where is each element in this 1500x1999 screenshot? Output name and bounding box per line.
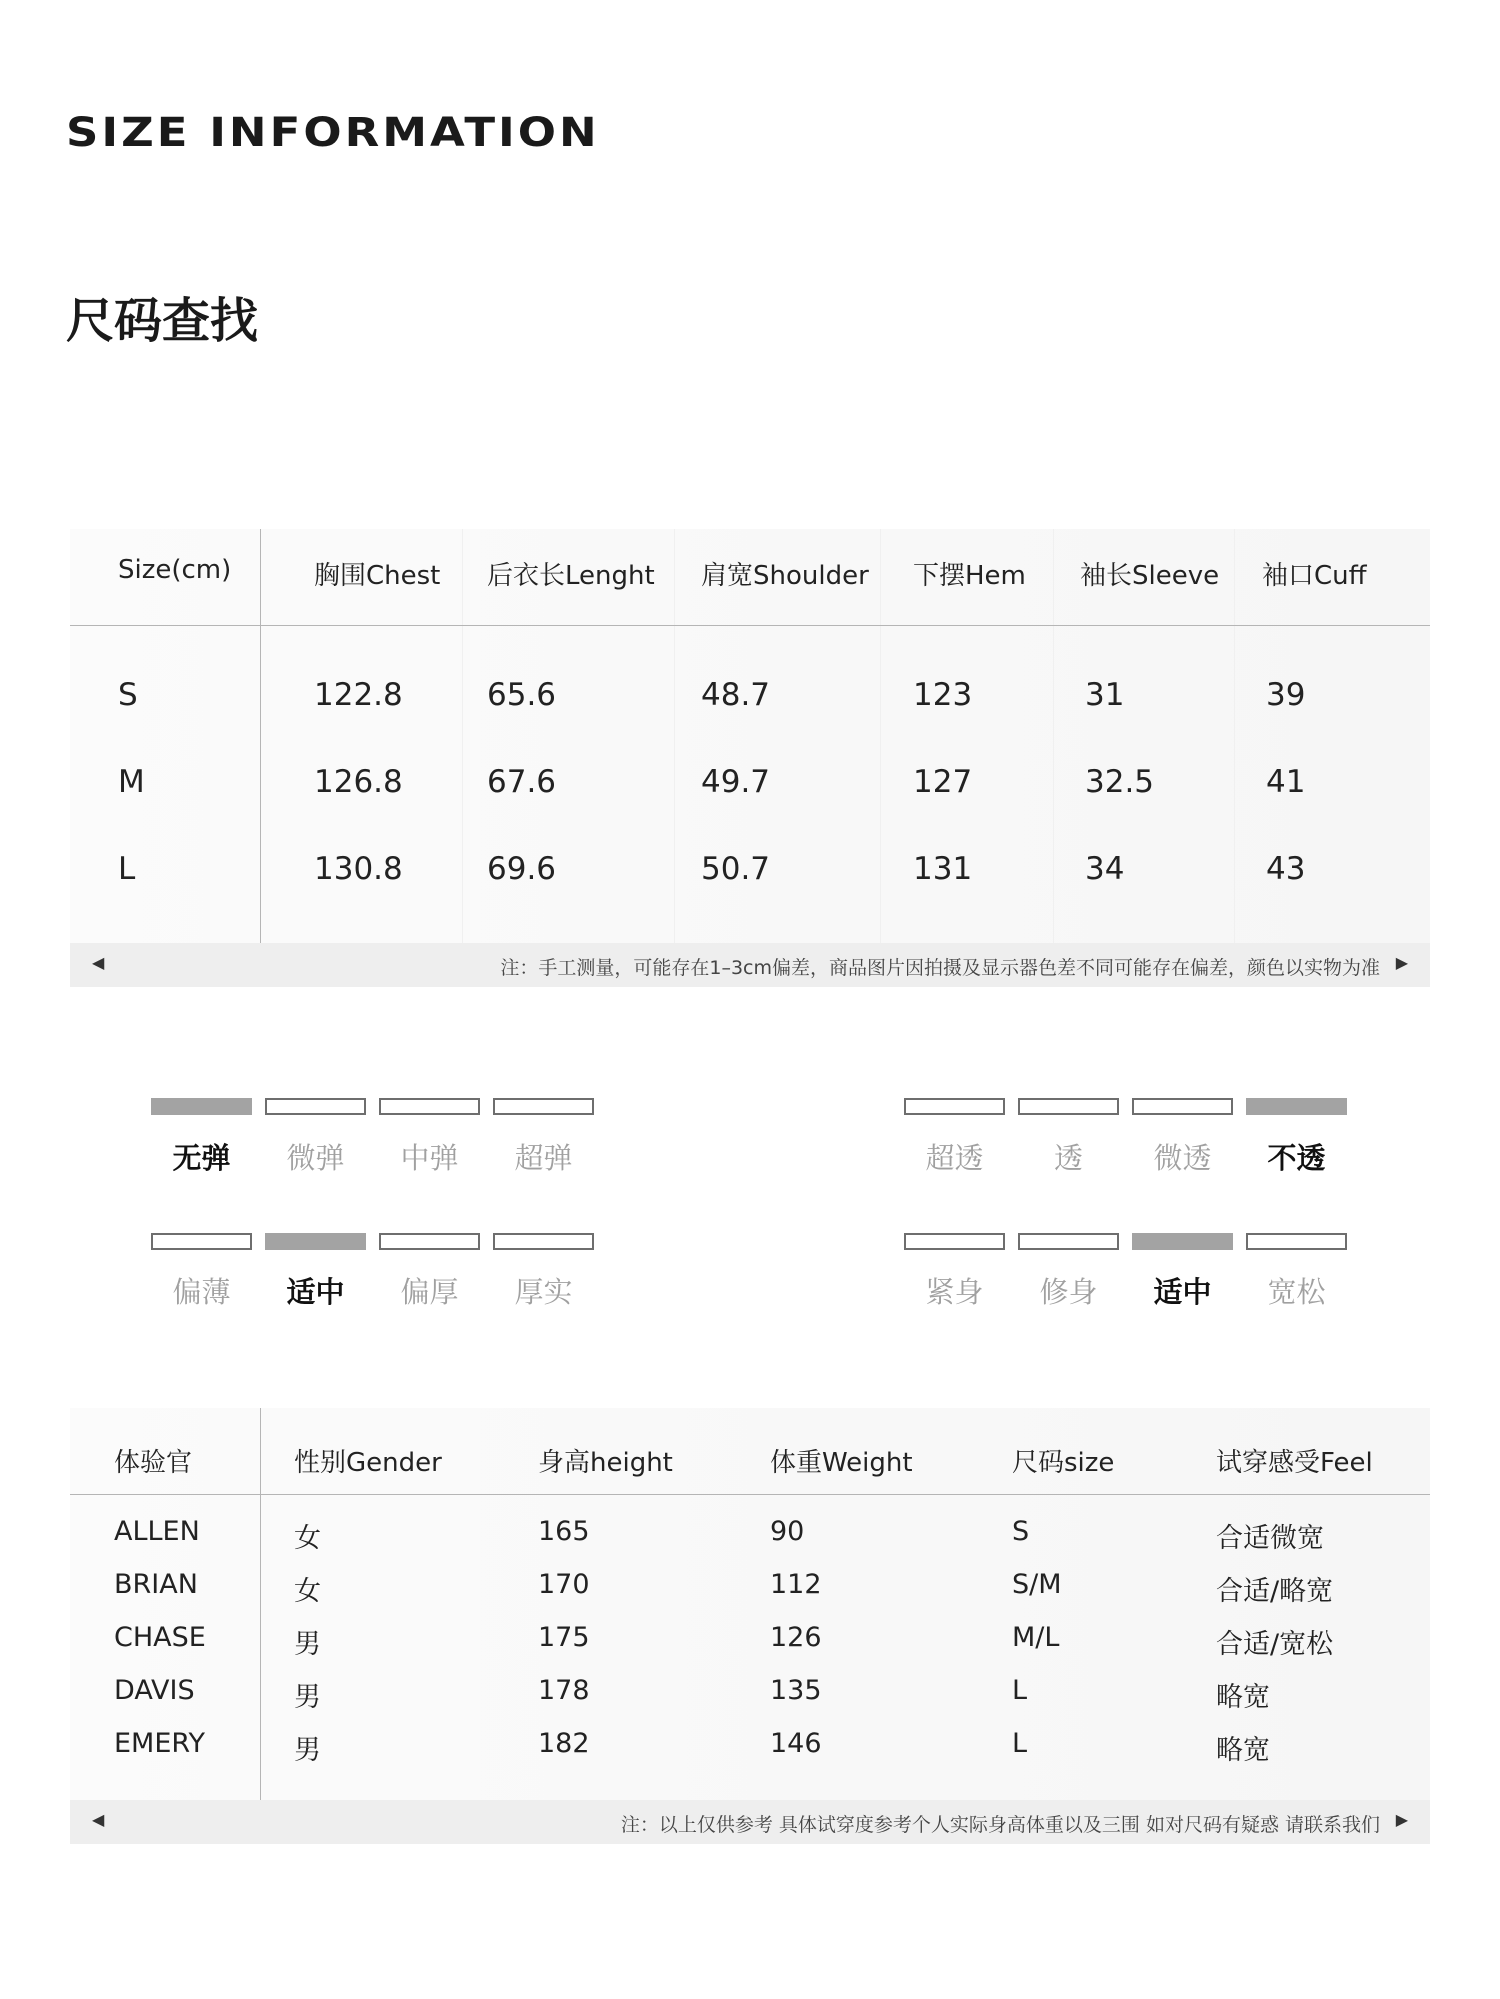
thickness-label: 适中 (286, 1275, 345, 1309)
table-cell: L (1012, 1728, 1028, 1759)
header-shoulder: 肩宽Shoulder (701, 561, 869, 591)
elasticity-bar (265, 1098, 366, 1115)
transparency-bar (1132, 1098, 1233, 1115)
column-divider (462, 529, 463, 949)
table-cell: 123 (913, 677, 973, 713)
table-cell: M/L (1012, 1622, 1060, 1653)
table-cell: 127 (913, 764, 973, 800)
header-divider-vertical (260, 1408, 261, 1806)
header-size: Size(cm) (118, 555, 232, 585)
table-cell: S (118, 677, 138, 713)
column-divider (674, 529, 675, 949)
thickness-bar (493, 1233, 594, 1250)
table-cell: 合适/略宽 (1216, 1576, 1334, 1607)
header-hem: 下摆Hem (913, 561, 1026, 591)
fit-label: 修身 (1039, 1275, 1098, 1309)
table-cell: 43 (1266, 851, 1306, 887)
fit-bar (904, 1233, 1005, 1250)
table-cell: 146 (770, 1728, 822, 1759)
thickness-bar (265, 1233, 366, 1250)
transparency-bar (904, 1098, 1005, 1115)
table-cell: 39 (1266, 677, 1306, 713)
header-divider-vertical (260, 529, 261, 949)
table-cell: 182 (538, 1728, 590, 1759)
elasticity-bar (151, 1098, 252, 1115)
table-cell: 女 (294, 1523, 321, 1554)
column-divider (1053, 529, 1054, 949)
table-cell: 67.6 (487, 764, 557, 800)
header-feel: 试穿感受Feel (1216, 1448, 1373, 1478)
thickness-label: 偏厚 (400, 1275, 459, 1309)
table-cell: L (1012, 1675, 1028, 1706)
thickness-bar (151, 1233, 252, 1250)
table-cell: 41 (1266, 764, 1306, 800)
table-cell: 126.8 (314, 764, 403, 800)
transparency-label: 不透 (1267, 1141, 1326, 1175)
column-divider (1234, 529, 1235, 949)
table-cell: L (118, 851, 136, 887)
scroll-left-icon[interactable]: ◀ (92, 953, 105, 972)
table-cell: 34 (1085, 851, 1125, 887)
header-cuff: 袖口Cuff (1262, 561, 1367, 591)
table-cell: 178 (538, 1675, 590, 1706)
table-cell: 48.7 (701, 677, 771, 713)
table-cell: DAVIS (114, 1675, 195, 1706)
table-cell: 90 (770, 1516, 805, 1547)
table-cell: EMERY (114, 1728, 205, 1759)
page-title: SIZE INFORMATION (66, 108, 600, 156)
table-cell: 170 (538, 1569, 590, 1600)
table-cell: 69.6 (487, 851, 557, 887)
table-cell: 女 (294, 1576, 321, 1607)
table-cell: 男 (294, 1629, 321, 1660)
table-cell: M (118, 764, 145, 800)
header-divider-horizontal (70, 1494, 1430, 1495)
header-length: 后衣长Lenght (487, 561, 655, 591)
elasticity-label: 微弹 (286, 1141, 345, 1175)
table-cell: 122.8 (314, 677, 403, 713)
table-cell: 165 (538, 1516, 590, 1547)
table-cell: 32.5 (1085, 764, 1155, 800)
size-note-text: 注：手工测量，可能存在1–3cm偏差，商品图片因拍摄及显示器色差不同可能存在偏差，颜色以实物为准 (500, 957, 1380, 979)
table-cell: 131 (913, 851, 973, 887)
table-cell: 112 (770, 1569, 822, 1600)
header-size: 尺码size (1012, 1448, 1115, 1478)
header-chest: 胸围Chest (314, 561, 441, 591)
scroll-right-icon[interactable]: ▶ (1395, 1810, 1408, 1829)
table-cell: 175 (538, 1622, 590, 1653)
header-gender: 性别Gender (294, 1448, 442, 1478)
table-cell: 男 (294, 1735, 321, 1766)
elasticity-bar (379, 1098, 480, 1115)
fit-label: 适中 (1153, 1275, 1212, 1309)
table-cell: 合适/宽松 (1216, 1629, 1334, 1660)
size-note-bar[interactable] (70, 943, 1430, 987)
table-cell: ALLEN (114, 1516, 200, 1547)
transparency-label: 微透 (1153, 1141, 1212, 1175)
transparency-bar (1018, 1098, 1119, 1115)
tester-note-bar[interactable] (70, 1800, 1430, 1844)
elasticity-bar (493, 1098, 594, 1115)
elasticity-label: 超弹 (514, 1141, 573, 1175)
table-cell: 略宽 (1216, 1682, 1270, 1713)
header-divider-horizontal (70, 625, 1430, 626)
table-cell: 65.6 (487, 677, 557, 713)
section-subtitle: 尺码查找 (66, 293, 259, 349)
table-cell: CHASE (114, 1622, 206, 1653)
table-cell: 130.8 (314, 851, 403, 887)
header-tester: 体验官 (114, 1448, 193, 1478)
elasticity-label: 中弹 (400, 1141, 459, 1175)
fit-label: 紧身 (925, 1275, 984, 1309)
table-cell: 50.7 (701, 851, 771, 887)
table-cell: 126 (770, 1622, 822, 1653)
table-cell: 男 (294, 1682, 321, 1713)
header-height: 身高height (538, 1448, 673, 1478)
thickness-label: 厚实 (514, 1275, 573, 1309)
thickness-label: 偏薄 (172, 1275, 231, 1309)
table-cell: BRIAN (114, 1569, 198, 1600)
fit-bar (1132, 1233, 1233, 1250)
transparency-label: 超透 (925, 1141, 984, 1175)
table-cell: 31 (1085, 677, 1125, 713)
fit-bar (1018, 1233, 1119, 1250)
size-table (70, 529, 1430, 949)
transparency-label: 透 (1053, 1141, 1083, 1175)
table-cell: 略宽 (1216, 1735, 1270, 1766)
scroll-right-icon[interactable]: ▶ (1395, 953, 1408, 972)
transparency-bar (1246, 1098, 1347, 1115)
table-cell: 49.7 (701, 764, 771, 800)
fit-label: 宽松 (1267, 1275, 1326, 1309)
table-cell: S/M (1012, 1569, 1062, 1600)
tester-note-text: 注：以上仅供参考 具体试穿度参考个人实际身高体重以及三围 如对尺码有疑惑 请联系我们 (620, 1814, 1380, 1836)
table-cell: 合适微宽 (1216, 1523, 1324, 1554)
fit-bar (1246, 1233, 1347, 1250)
header-sleeve: 袖长Sleeve (1080, 561, 1220, 591)
column-divider (880, 529, 881, 949)
elasticity-label: 无弹 (172, 1141, 231, 1175)
table-cell: S (1012, 1516, 1030, 1547)
scroll-left-icon[interactable]: ◀ (92, 1810, 105, 1829)
table-cell: 135 (770, 1675, 822, 1706)
header-weight: 体重Weight (770, 1448, 913, 1478)
tester-table (70, 1408, 1430, 1806)
thickness-bar (379, 1233, 480, 1250)
